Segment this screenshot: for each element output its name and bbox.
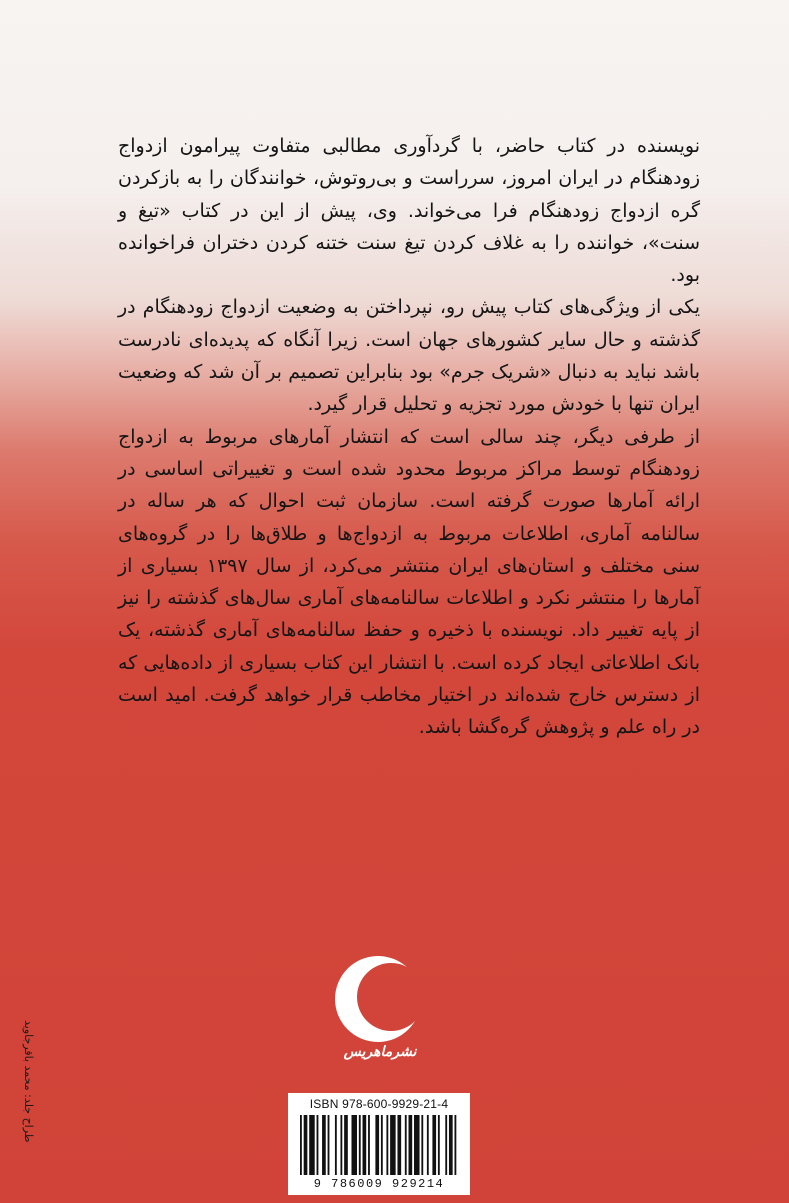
isbn-label: ISBN 978-600-9929-21-4: [309, 1097, 449, 1111]
blurb-paragraph-1: نویسنده در کتاب حاضر، با گردآوری مطالبی متفاوت پیرامون ازدواج زودهنگام در ایران امروز، سرراست و بی‌روتوش، خوانندگان را به بازکردن گره ازدواج زودهنگام فرا می‌خواند. وی، پیش از این در کتاب «تیغ و سنت»، خواننده را به غلاف کردن تیغ سنت ختنه کردن دختران فراخوانده بود.: [118, 135, 700, 287]
isbn-barcode: [288, 1093, 470, 1195]
cover-designer-credit: طراح جلد: محمد باقرجاوید: [22, 1020, 35, 1143]
publisher-name: نشرماهریس: [343, 1044, 417, 1060]
crescent-moon-icon: [333, 954, 423, 1044]
barcode-bars: [300, 1115, 460, 1175]
back-cover-blurb: [118, 130, 700, 744]
blurb-paragraph-2: یکی از ویژگی‌های کتاب پیش رو، نپرداختن به وضعیت ازدواج زودهنگام در گذشته و حال سایر کشورهای جهان است. زیرا آنگاه که پدیده‌ای نادرست باشد نباید به دنبال «شریک جرم» بود بنابراین تصمیم بر آن شد که وضعیت ایران تنها با خودش مورد تجزیه و تحلیل قرار گیرد.: [118, 296, 700, 416]
blurb-paragraph-3: از طرفی دیگر، چند سالی است که انتشار آمارهای مربوط به ازدواج زودهنگام توسط مراکز مربوط محدود شده است و تغییراتی اساسی در ارائه آمارها صورت گرفته است. سازمان ثبت احوال که هر ساله در سالنامه آماری، اطلاعات مربوط به ازدواج‌ها و طلاق‌ها را در گروه‌های سنی مختلف و استان‌های ایران منتشر می‌کرد، از سال ۱۳۹۷ بسیاری از آمارها را منتشر نکرد و اطلاعات سالنامه‌های آماری سال‌های گذشته را نیز از پایه تغییر داد. نویسنده با ذخیره و حفظ سالنامه‌های آماری گذشته، یک بانک اطلاعاتی ایجاد کرده است. با انتشار این کتاب بسیاری از داده‌هایی که از دسترس خارج شده‌اند در اختیار مخاطب قرار خواهد گرفت. امید است در راه علم و پژوهش گره‌گشا باشد.: [118, 425, 700, 739]
barcode-digits: 9 786009 929214: [313, 1177, 445, 1191]
